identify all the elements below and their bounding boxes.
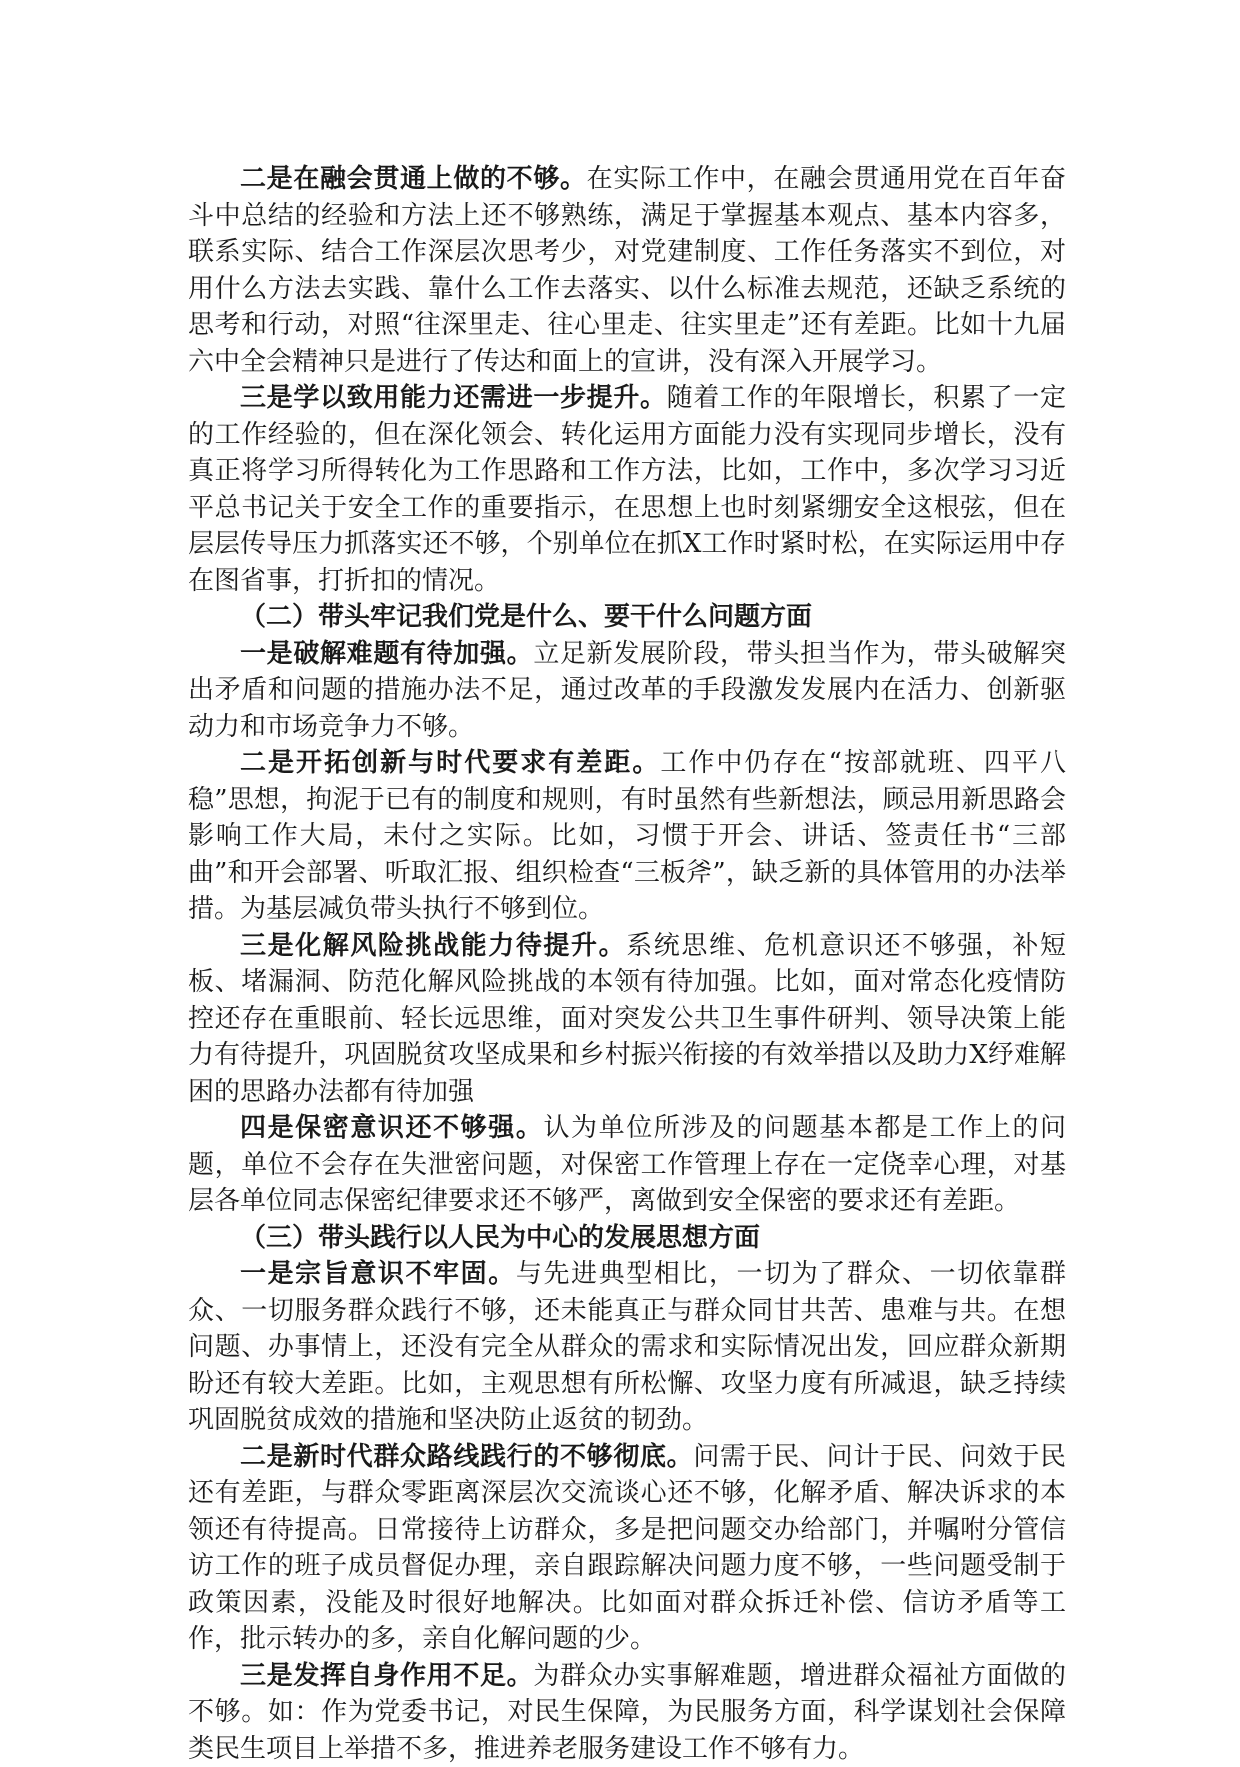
paragraph-lead: 一是破解难题有待加强。 xyxy=(240,639,533,669)
paragraph-lead: 四是保密意识还不够强。 xyxy=(240,1113,543,1143)
paragraph xyxy=(188,380,1066,599)
document-body xyxy=(188,161,1066,1767)
paragraph xyxy=(188,1256,1066,1439)
paragraph xyxy=(188,1439,1066,1658)
paragraph-body: 与先进典型相比，一切为了群众、一切依靠群众、一切服务群众践行不够，还未能真正与群众同甘共苦、患难与共。在想问题、办事情上，还没有完全从群众的需求和实际情况出发，回应群众新期盼还有较大差距。比如，主观思想有所松懈、攻坚力度有所减退，缺乏持续巩固脱贫成效的措施和坚决防止返贫的韧劲。 xyxy=(188,1259,1066,1435)
paragraph-body: 认为单位所涉及的问题基本都是工作上的问题，单位不会存在失泄密问题，对保密工作管理上存在一定侥幸心理，对基层各单位同志保密纪律要求还不够严，离做到安全保密的要求还有差距。 xyxy=(188,1113,1066,1216)
paragraph-lead: 一是宗旨意识不牢固。 xyxy=(240,1259,516,1289)
paragraph-body: 立足新发展阶段，带头担当作为，带头破解突出矛盾和问题的措施办法不足，通过改革的手段激发发展内在活力、创新驱动力和市场竞争力不够。 xyxy=(188,639,1066,742)
paragraph-body: 为群众办实事解难题，增进群众福祉方面做的不够。如：作为党委书记，对民生保障，为民服务方面，科学谋划社会保障类民生项目上举措不多，推进养老服务建设工作不够有力。 xyxy=(188,1661,1066,1764)
paragraph xyxy=(188,1658,1066,1767)
paragraph-body: 工作中仍存在“按部就班、四平八稳”思想，拘泥于已有的制度和规则，有时虽然有些新想法，顾忌用新思路会影响工作大局，未付之实际。比如，习惯于开会、讲话、签责任书“三部曲”和开会部署、听取汇报、组织检查“三板斧”，缺乏新的具体管用的办法举措。为基层减负带头执行不够到位。 xyxy=(188,748,1066,924)
paragraph-lead: 二是新时代群众路线践行的不够彻底。 xyxy=(240,1442,693,1472)
paragraph xyxy=(188,161,1066,380)
paragraph-lead: 三是发挥自身作用不足。 xyxy=(240,1661,533,1691)
paragraph-lead: 二是在融会贯通上做的不够。 xyxy=(240,164,587,194)
paragraph-body: 随着工作的年限增长，积累了一定的工作经验的，但在深化领会、转化运用方面能力没有实现同步增长，没有真正将学习所得转化为工作思路和工作方法，比如，工作中，多次学习习近平总书记关于安全工作的重要指示，在思想上也时刻紧绷安全这根弦，但在层层传导压力抓落实还不够，个别单位在抓X工作时紧时松，在实际运用中存在图省事，打折扣的情况。 xyxy=(188,383,1066,596)
paragraph-body: 在实际工作中，在融会贯通用党在百年奋斗中总结的经验和方法上还不够熟练，满足于掌握基本观点、基本内容多，联系实际、结合工作深层次思考少，对党建制度、工作任务落实不到位，对用什么方法去实践、靠什么工作去落实、以什么标准去规范，还缺乏系统的思考和行动，对照“往深里走、往心里走、往实里走”还有差距。比如十九届六中全会精神只是进行了传达和面上的宣讲，没有深入开展学习。 xyxy=(188,164,1066,377)
paragraph-lead: 三是化解风险挑战能力待提升。 xyxy=(240,931,626,961)
section-heading: （三）带头践行以人民为中心的发展思想方面 xyxy=(188,1220,1066,1257)
paragraph xyxy=(188,745,1066,928)
paragraph-lead: 三是学以致用能力还需进一步提升。 xyxy=(240,383,667,413)
section-heading: （二）带头牢记我们党是什么、要干什么问题方面 xyxy=(188,599,1066,636)
paragraph-body: 系统思维、危机意识还不够强，补短板、堵漏洞、防范化解风险挑战的本领有待加强。比如，面对常态化疫情防控还存在重眼前、轻长远思维，面对突发公共卫生事件研判、领导决策上能力有待提升，巩固脱贫攻坚成果和乡村振兴衔接的有效举措以及助力X纾难解困的思路办法都有待加强 xyxy=(188,931,1066,1107)
paragraph-body: 问需于民、问计于民、问效于民还有差距，与群众零距离深层次交流谈心还不够，化解矛盾、解决诉求的本领还有待提高。日常接待上访群众，多是把问题交办给部门，并嘱咐分管信访工作的班子成员督促办理，亲自跟踪解决问题力度不够，一些问题受制于政策因素，没能及时很好地解决。比如面对群众拆迁补偿、信访矛盾等工作，批示转办的多，亲自化解问题的少。 xyxy=(188,1442,1066,1655)
paragraph xyxy=(188,636,1066,746)
paragraph xyxy=(188,928,1066,1111)
paragraph xyxy=(188,1110,1066,1220)
paragraph-lead: 二是开拓创新与时代要求有差距。 xyxy=(240,748,660,778)
